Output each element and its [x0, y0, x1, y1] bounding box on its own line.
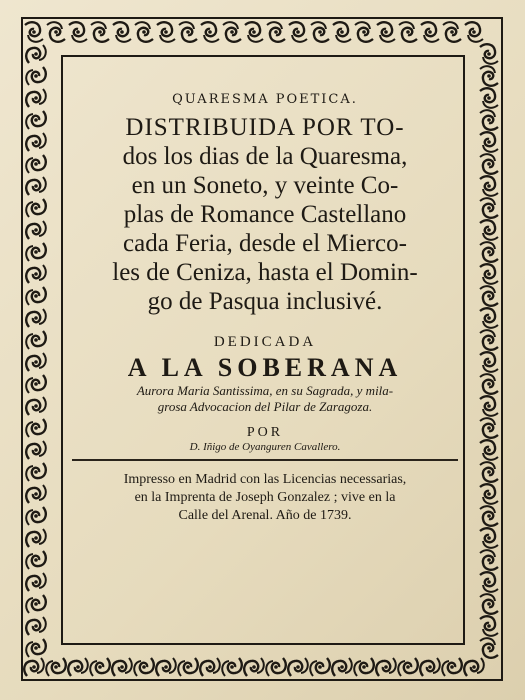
ornament-icon — [465, 22, 483, 42]
ornament-icon — [69, 22, 87, 42]
ornament-icon — [134, 658, 154, 676]
ornament-icon — [26, 595, 46, 613]
ornament-icon — [480, 66, 498, 86]
ornament-icon — [26, 133, 46, 151]
ornament-icon — [266, 658, 286, 676]
ornament-icon — [480, 638, 498, 658]
ornament-icon — [480, 220, 498, 240]
ornament-icon — [480, 88, 498, 108]
ornament-icon — [26, 243, 46, 261]
ornament-icon — [26, 67, 46, 85]
ornament-icon — [26, 463, 46, 481]
main-title — [80, 113, 450, 316]
ornament-icon — [157, 22, 175, 42]
ornament-icon — [26, 45, 46, 63]
ornament-icon — [267, 22, 285, 42]
ornament-icon — [26, 287, 46, 305]
ornament-icon — [480, 44, 498, 64]
ornament-icon — [26, 441, 46, 459]
imprint-line: Calle del Arenal. Año de 1739. — [178, 508, 352, 523]
ornament-icon — [289, 22, 307, 42]
ornament-icon — [480, 572, 498, 592]
ornament-icon — [68, 658, 88, 676]
ornament-icon — [26, 89, 46, 107]
ornament-icon — [480, 352, 498, 372]
dedication-line: grosa Advocacion del Pilar de Zaragoza. — [157, 399, 373, 414]
ornament-icon — [201, 22, 219, 42]
ornament-icon — [223, 22, 241, 42]
title-line: en un Soneto, y veinte Co- — [131, 172, 399, 199]
ornament-icon — [26, 265, 46, 283]
ornament-icon — [244, 658, 264, 676]
ornament-icon — [46, 658, 66, 676]
ornament-icon — [377, 22, 395, 42]
ornament-icon — [355, 22, 373, 42]
ornament-icon — [179, 22, 197, 42]
ornament-icon — [480, 374, 498, 394]
ornament-icon — [25, 22, 43, 42]
author-name: D. Iñigo de Oyanguren Cavallero. — [189, 441, 341, 453]
ornament-icon — [26, 485, 46, 503]
ornament-icon — [480, 308, 498, 328]
ornament-icon — [135, 22, 153, 42]
ornament-icon — [47, 22, 65, 42]
divider-rule — [72, 459, 458, 461]
title-line: dos los dias de la Quaresma, — [122, 143, 408, 170]
ornament-icon — [245, 22, 263, 42]
imprint-line: Impresso en Madrid con las Licencias necessarias, — [123, 472, 407, 487]
ornament-icon — [480, 506, 498, 526]
ornament-icon — [399, 22, 417, 42]
ornament-icon — [310, 658, 330, 676]
imprint-line: en la Imprenta de Joseph Gonzalez ; vive en la — [134, 490, 396, 505]
ornament-icon — [26, 331, 46, 349]
ornament-icon — [26, 309, 46, 327]
ornament-icon — [26, 177, 46, 195]
ornament-icon — [156, 658, 176, 676]
ornament-icon — [480, 550, 498, 570]
ornament-icon — [480, 440, 498, 460]
title-line: go de Pasqua inclusivé. — [147, 288, 383, 315]
title-line: les de Ceniza, hasta el Domin- — [112, 259, 418, 286]
ornament-icon — [354, 658, 374, 676]
ornament-icon — [480, 132, 498, 152]
ornament-icon — [26, 551, 46, 569]
ornament-icon — [26, 353, 46, 371]
ornament-icon — [480, 176, 498, 196]
dedication-line: Aurora Maria Santissima, en su Sagrada, y mila- — [136, 383, 394, 398]
ornament-icon — [26, 419, 46, 437]
ornament-icon — [90, 658, 110, 676]
ornament-icon — [26, 573, 46, 591]
ornament-icon — [332, 658, 352, 676]
ornament-icon — [26, 397, 46, 415]
title-text-block — [80, 92, 450, 525]
ornament-icon — [26, 375, 46, 393]
ornament-icon — [480, 242, 498, 262]
ornament-icon — [480, 154, 498, 174]
dedicatee: A LA SOBERANA — [127, 353, 403, 382]
ornament-icon — [26, 111, 46, 129]
ornament-icon — [24, 658, 44, 676]
ornament-icon — [26, 529, 46, 547]
ornament-icon — [91, 22, 109, 42]
ornament-icon — [333, 22, 351, 42]
ornament-icon — [26, 617, 46, 635]
ornament-icon — [311, 22, 329, 42]
ornament-icon — [480, 264, 498, 284]
ornament-icon — [26, 199, 46, 217]
ornament-icon — [443, 22, 461, 42]
title-line: DISTRIBUIDA POR TO- — [125, 114, 405, 141]
ornament-icon — [480, 462, 498, 482]
dedication-label: DEDICADA — [213, 334, 317, 350]
ornament-icon — [480, 110, 498, 130]
ornament-icon — [480, 528, 498, 548]
ornament-icon — [442, 658, 462, 676]
ornament-icon — [26, 221, 46, 239]
heading: QUARESMA POETICA. — [172, 92, 358, 107]
ornament-icon — [480, 198, 498, 218]
ornament-icon — [420, 658, 440, 676]
ornament-icon — [480, 396, 498, 416]
ornament-icon — [480, 484, 498, 504]
ornament-icon — [26, 155, 46, 173]
ornament-icon — [113, 22, 131, 42]
ornament-icon — [26, 639, 46, 657]
ornament-icon — [480, 418, 498, 438]
ornament-icon — [178, 658, 198, 676]
ornament-icon — [464, 658, 484, 676]
ornament-icon — [26, 507, 46, 525]
ornament-icon — [222, 658, 242, 676]
ornament-icon — [480, 594, 498, 614]
ornament-icon — [480, 330, 498, 350]
ornament-icon — [480, 616, 498, 636]
ornament-icon — [480, 286, 498, 306]
title-line: plas de Romance Castellano — [123, 201, 407, 228]
ornament-icon — [288, 658, 308, 676]
ornament-icon — [112, 658, 132, 676]
ornament-icon — [200, 658, 220, 676]
ornament-icon — [376, 658, 396, 676]
ornament-icon — [398, 658, 418, 676]
title-line: cada Feria, desde el Mierco- — [123, 230, 407, 257]
by-label: POR — [246, 425, 284, 440]
ornament-icon — [421, 22, 439, 42]
